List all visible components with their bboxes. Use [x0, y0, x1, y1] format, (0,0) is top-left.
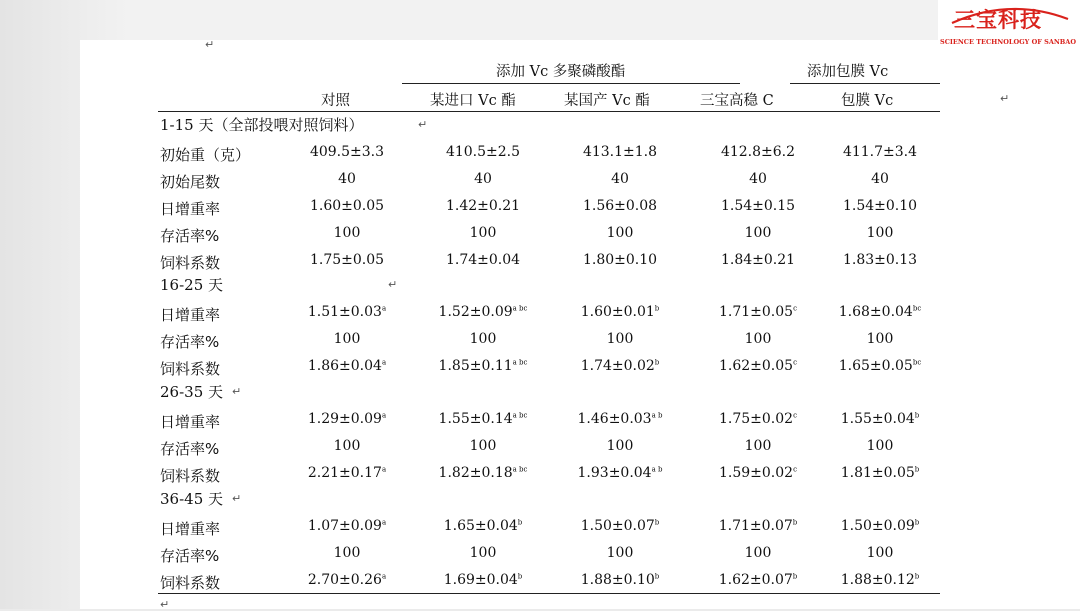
cell-value: 1.81±0.05	[840, 465, 915, 481]
cell-value: 413.1±1.8	[582, 144, 658, 160]
table-cell	[841, 572, 920, 588]
cell-value: 1.74±0.02	[580, 358, 655, 374]
significance-superscript: b	[654, 518, 660, 527]
row-label: 饲料系数	[160, 467, 221, 485]
cell-value: 100	[469, 438, 497, 454]
cell-value: 1.62±0.05	[719, 358, 794, 374]
cell-value: 1.65±0.04	[443, 518, 518, 534]
significance-superscript: a	[381, 465, 387, 474]
table-cell	[334, 331, 361, 347]
cell-value: 1.71±0.05	[719, 304, 794, 320]
table-cell	[583, 198, 657, 214]
table-cell	[867, 225, 894, 241]
cell-value: 1.07±0.09	[307, 518, 382, 534]
cell-value: 1.69±0.04	[443, 572, 518, 588]
table-cell	[719, 465, 797, 481]
section-title: 26-35 天	[160, 383, 224, 401]
table-cell	[308, 411, 386, 427]
cell-value: 411.7±3.4	[842, 144, 918, 160]
table-bottom-rule	[158, 593, 940, 594]
significance-superscript: a bc	[512, 358, 528, 367]
row-label: 饲料系数	[160, 574, 221, 592]
table-cell	[839, 358, 921, 374]
table-cell	[308, 572, 386, 588]
row-label: 存活率%	[160, 333, 220, 351]
table-cell	[310, 252, 384, 268]
table-cell	[745, 438, 772, 454]
table-cell	[745, 225, 772, 241]
paragraph-mark-icon: ↵	[388, 278, 398, 291]
table-cell	[334, 225, 361, 241]
table-cell	[719, 304, 797, 320]
table-cell	[308, 465, 386, 481]
cell-value: 1.80±0.10	[582, 252, 658, 268]
cell-value: 100	[333, 438, 361, 454]
table-cell	[310, 144, 384, 160]
table-cell	[446, 198, 520, 214]
column-header-coated-vc: 包膜 Vc	[841, 93, 894, 109]
cell-value: 100	[333, 225, 361, 241]
cell-value: 1.85±0.11	[438, 358, 513, 374]
cell-value: 1.68±0.04	[838, 304, 913, 320]
row-label: 存活率%	[160, 547, 220, 565]
significance-superscript: c	[793, 465, 797, 474]
column-header-sanbao-stable-c: 三宝高稳 C	[700, 93, 774, 109]
cell-value: 1.88±0.12	[840, 572, 915, 588]
cell-value: 100	[333, 545, 361, 561]
cell-value: 2.70±0.26	[307, 572, 382, 588]
cell-value: 100	[606, 545, 634, 561]
cell-value: 100	[469, 545, 497, 561]
cell-value: 1.51±0.03	[307, 304, 382, 320]
cell-value: 100	[333, 331, 361, 347]
significance-superscript: a	[381, 518, 387, 527]
cell-value: 100	[866, 438, 894, 454]
table-cell	[583, 144, 657, 160]
cell-value: 1.54±0.15	[720, 198, 796, 214]
table-cell	[841, 411, 920, 427]
column-header-imported-vc-ester: 某进口 Vc 酯	[430, 93, 516, 109]
table-cell	[439, 304, 528, 320]
significance-superscript: a	[381, 304, 387, 313]
cell-value: 1.65±0.05	[838, 358, 913, 374]
table-cell	[444, 572, 523, 588]
table-cell	[841, 518, 920, 534]
cell-value: 40	[474, 171, 492, 187]
cell-value: 1.74±0.04	[445, 252, 521, 268]
significance-superscript: a bc	[512, 411, 528, 420]
table-cell	[607, 545, 634, 561]
significance-superscript: a	[381, 572, 387, 581]
cell-value: 100	[744, 438, 772, 454]
cell-value: 1.52±0.09	[438, 304, 513, 320]
cell-value: 40	[871, 171, 889, 187]
table-cell	[871, 171, 889, 187]
significance-superscript: b	[914, 465, 920, 474]
row-label: 日增重率	[160, 306, 221, 324]
cell-value: 1.82±0.18	[438, 465, 513, 481]
paragraph-mark-icon: ↵	[232, 492, 242, 505]
row-label: 初始尾数	[160, 173, 221, 191]
paragraph-mark-icon: ↵	[1000, 92, 1010, 105]
table-cell	[338, 171, 356, 187]
cell-value: 100	[606, 225, 634, 241]
table-cell	[581, 518, 660, 534]
cell-value: 100	[866, 331, 894, 347]
cell-value: 1.50±0.07	[580, 518, 655, 534]
significance-superscript: c	[793, 411, 797, 420]
significance-superscript: b	[517, 572, 523, 581]
cell-value: 1.86±0.04	[307, 358, 382, 374]
cell-value: 100	[744, 331, 772, 347]
table-cell	[611, 171, 629, 187]
table-cell	[581, 572, 660, 588]
significance-superscript: c	[793, 304, 797, 313]
significance-superscript: a bc	[512, 465, 528, 474]
table-cell	[607, 331, 634, 347]
table-cell	[867, 331, 894, 347]
table-cell	[470, 225, 497, 241]
table-cell	[581, 358, 660, 374]
logo-tagline: SCIENCE TECHNOLOGY OF SANBAO	[940, 38, 1077, 46]
cell-value: 100	[866, 225, 894, 241]
cell-value: 1.46±0.03	[577, 411, 652, 427]
row-label: 存活率%	[160, 227, 220, 245]
section-title: 1-15 天（全部投喂对照饲料）	[160, 116, 364, 134]
cell-value: 1.71±0.07	[718, 518, 793, 534]
table-cell	[607, 225, 634, 241]
cell-value: 1.75±0.02	[719, 411, 794, 427]
cell-value: 1.83±0.13	[842, 252, 918, 268]
table-cell	[719, 358, 797, 374]
table-cell	[308, 358, 386, 374]
table-cell	[446, 144, 520, 160]
cell-value: 40	[611, 171, 629, 187]
cell-value: 1.29±0.09	[307, 411, 382, 427]
table-cell	[719, 411, 797, 427]
table-cell	[578, 411, 663, 427]
table-cell	[470, 545, 497, 561]
table-cell	[841, 465, 920, 481]
table-cell	[474, 171, 492, 187]
header-group-rule	[402, 83, 740, 84]
paragraph-mark-icon: ↵	[205, 38, 215, 51]
cell-value: 1.59±0.02	[719, 465, 794, 481]
cell-value: 1.60±0.05	[309, 198, 385, 214]
paragraph-mark-icon: ↵	[418, 118, 428, 131]
table-cell	[839, 304, 921, 320]
cell-value: 1.88±0.10	[580, 572, 655, 588]
significance-superscript: b	[792, 518, 798, 527]
section-title: 36-45 天	[160, 490, 224, 508]
table-cell	[745, 545, 772, 561]
significance-superscript: a	[381, 411, 387, 420]
table-cell	[446, 252, 520, 268]
table-cell	[749, 171, 767, 187]
table-cell	[308, 304, 386, 320]
table-cell	[334, 438, 361, 454]
row-label: 日增重率	[160, 413, 221, 431]
significance-superscript: a b	[651, 411, 663, 420]
significance-superscript: b	[654, 358, 660, 367]
significance-superscript: b	[792, 572, 798, 581]
significance-superscript: b	[914, 411, 920, 420]
cell-value: 1.56±0.08	[582, 198, 658, 214]
logo-title: 三宝科技	[954, 8, 1042, 32]
cell-value: 412.8±6.2	[720, 144, 796, 160]
cell-value: 410.5±2.5	[445, 144, 521, 160]
table-cell	[719, 572, 798, 588]
table-cell	[721, 198, 795, 214]
header-group-coated-vc: 添加包膜 Vc	[807, 64, 889, 80]
cell-value: 100	[866, 545, 894, 561]
table-cell	[867, 438, 894, 454]
cell-value: 1.84±0.21	[720, 252, 796, 268]
paragraph-mark-icon: ↵	[232, 385, 242, 398]
row-label: 存活率%	[160, 440, 220, 458]
cell-value: 1.60±0.01	[580, 304, 655, 320]
cell-value: 100	[606, 331, 634, 347]
row-label: 日增重率	[160, 200, 221, 218]
row-label: 日增重率	[160, 520, 221, 538]
table-cell	[719, 518, 798, 534]
table-cell	[439, 465, 528, 481]
table-cell	[470, 331, 497, 347]
table-cell	[439, 358, 528, 374]
cell-value: 2.21±0.17	[307, 465, 382, 481]
significance-superscript: b	[914, 518, 920, 527]
table-cell	[721, 252, 795, 268]
cell-value: 100	[606, 438, 634, 454]
cell-value: 1.75±0.05	[309, 252, 385, 268]
table-cell	[581, 304, 660, 320]
table-cell	[308, 518, 386, 534]
header-group-rule	[790, 83, 940, 84]
cell-value: 1.54±0.10	[842, 198, 918, 214]
significance-superscript: b	[517, 518, 523, 527]
column-header-domestic-vc-ester: 某国产 Vc 酯	[564, 93, 650, 109]
cell-value: 100	[744, 225, 772, 241]
table-cell	[745, 331, 772, 347]
row-label: 饲料系数	[160, 360, 221, 378]
cell-value: 1.93±0.04	[577, 465, 652, 481]
cell-value: 100	[469, 225, 497, 241]
table-cell	[578, 465, 663, 481]
table-cell	[439, 411, 528, 427]
cell-value: 40	[338, 171, 356, 187]
significance-superscript: b	[654, 304, 660, 313]
cell-value: 100	[469, 331, 497, 347]
section-title: 16-25 天	[160, 276, 224, 294]
table-cell	[843, 252, 917, 268]
table-cell	[843, 198, 917, 214]
cell-value: 1.55±0.14	[438, 411, 513, 427]
table-cell	[867, 545, 894, 561]
row-label: 饲料系数	[160, 254, 221, 272]
significance-superscript: bc	[912, 358, 922, 367]
column-header-control: 对照	[321, 93, 350, 109]
significance-superscript: bc	[912, 304, 922, 313]
row-label: 初始重（克）	[160, 146, 251, 164]
cell-value: 1.62±0.07	[718, 572, 793, 588]
header-group-vc-phosphate: 添加 Vc 多聚磷酸酯	[496, 64, 626, 80]
significance-superscript: b	[914, 572, 920, 581]
cell-value: 1.42±0.21	[445, 198, 521, 214]
cell-value: 409.5±3.3	[309, 144, 385, 160]
table-cell	[444, 518, 523, 534]
cell-value: 40	[749, 171, 767, 187]
significance-superscript: b	[654, 572, 660, 581]
header-bottom-rule	[158, 111, 940, 112]
table-cell	[470, 438, 497, 454]
table-cell	[583, 252, 657, 268]
table-cell	[334, 545, 361, 561]
significance-superscript: a	[381, 358, 387, 367]
cell-value: 1.55±0.04	[840, 411, 915, 427]
significance-superscript: a bc	[512, 304, 528, 313]
cell-value: 100	[744, 545, 772, 561]
table-cell	[310, 198, 384, 214]
table-cell	[721, 144, 795, 160]
paragraph-mark-icon: ↵	[160, 598, 170, 611]
table-cell	[607, 438, 634, 454]
brand-logo	[938, 0, 1080, 50]
cell-value: 1.50±0.09	[840, 518, 915, 534]
significance-superscript: a b	[651, 465, 663, 474]
table-cell	[843, 144, 917, 160]
significance-superscript: c	[793, 358, 797, 367]
